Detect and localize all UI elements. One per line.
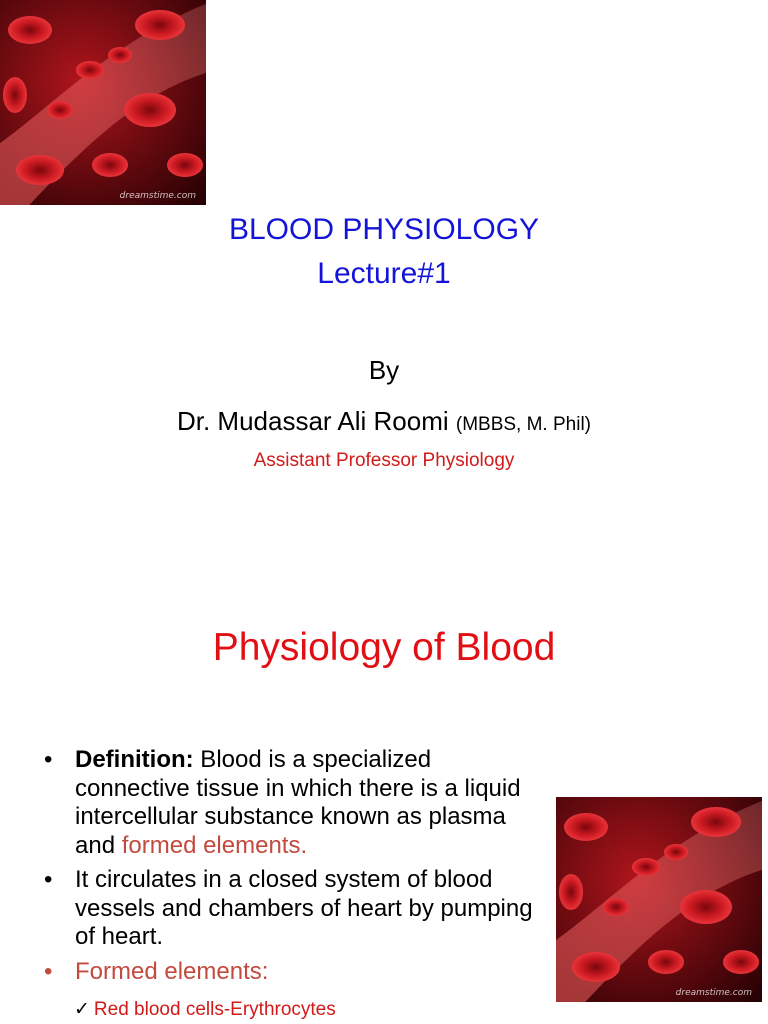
slide-title: Physiology of Blood — [212, 626, 556, 669]
definition-text: Blood is a specialized connective tissue in which there is a liquid intercellular substance known as plasma and — [75, 746, 521, 859]
bullet-definition — [42, 746, 542, 860]
bullet-formed-elements — [42, 958, 542, 987]
author — [0, 403, 768, 443]
checkmark-icon: ✓ — [74, 999, 90, 1020]
author-degree: (MBBS, M. Phil) — [455, 414, 591, 435]
slide-2 — [0, 560, 768, 1024]
sub-bullet-rbc — [74, 997, 336, 1023]
blood-vessel-image — [0, 0, 206, 205]
watermark: dreamstime.com — [675, 988, 752, 998]
title-line-1: BLOOD PHYSIOLOGY — [228, 213, 540, 246]
definition-label: Definition: — [75, 746, 194, 773]
bullet-icon: • — [44, 957, 53, 985]
author-name: Dr. Mudassar Ali Roomi — [176, 406, 449, 436]
bullet-circulation — [42, 866, 542, 952]
lecture-title — [0, 208, 768, 296]
title-line-2: Lecture#1 — [317, 257, 451, 290]
bullet-icon: • — [44, 746, 53, 773]
author-position: Assistant Professor Physiology — [253, 450, 515, 471]
formed-elements-text: Formed elements: — [75, 957, 269, 985]
by-label: By — [368, 355, 400, 385]
watermark: dreamstime.com — [119, 191, 196, 201]
bullet-icon: • — [44, 866, 53, 893]
blood-vessel-image — [556, 797, 762, 1002]
sub-bullet-text: Red blood cells-Erythrocytes — [93, 999, 336, 1020]
definition-highlight: formed elements. — [121, 831, 308, 859]
circulation-text: It circulates in a closed system of blood vessels and chambers of heart by pumping of heart. — [75, 866, 533, 950]
bullet-list — [42, 746, 542, 992]
